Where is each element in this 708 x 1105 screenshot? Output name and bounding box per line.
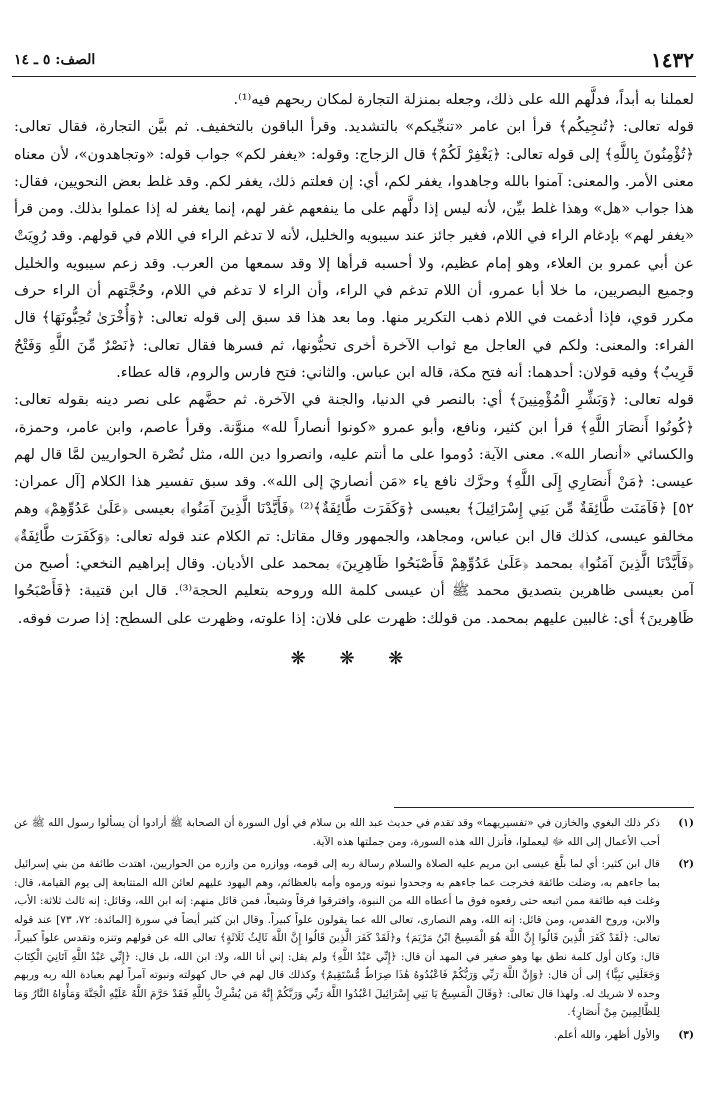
- footnote-number: (٣): [678, 1028, 694, 1041]
- paragraph: لعملنا به أبداً، فدلَّهم الله على ذلك، وجعله بمنزلة التجارة لمكان ربحهم فيه⁽¹⁾.: [233, 91, 694, 108]
- header-rule: [12, 76, 696, 77]
- main-text: [14, 86, 694, 626]
- footnote: [14, 814, 694, 851]
- footnote-text: والأول أظهر، والله أعلم.: [553, 1028, 660, 1041]
- footnote-number: (١): [678, 817, 694, 829]
- footnote-number: (٢): [678, 858, 694, 870]
- footnote-rule: [394, 807, 694, 808]
- footnote: [14, 855, 694, 1022]
- paragraph: قوله تعالى: ﴿وَبَشِّرِ الْمُؤْمِنِينَ﴾ أي: بالنصر في الدنيا، والجنة في الآخرة. ثم حضَّهم على نصر دينه بقوله تعالى: ﴿كُونُوا أَنصَارَ اللَّهِ﴾ قرأ ابن كثير، ونافع، وأبو عمرو «كونوا أنصاراً لله» منوَّنة. وقرأ عاصم، وابن عامر، وحمزة، والكسائي «أنصار الله». معنى الآية: دُوموا على ما أنتم عليه، وانصروا دين الله، مثل نُصْرة الحواريين لمَّا قال لهم عيسى: ﴿مَنْ أَنصَارِي إِلَى اللَّهِ﴾ وحرَّك نافع ياء «مَن أنصاريَ إلى الله». وقد سبق تفسير هذا الكلام [آل عمران: ٥٢] ﴿فَآمَنَت طَّائِفَةٌ مِّن بَنِي إِسْرَائِيلَ﴾ بعيسى ﴿وَكَفَرَت طَّائِفَةٌ﴾⁽²⁾ ﴿فَأَيَّدْنَا الَّذِينَ آمَنُوا﴾ بعيسى ﴿عَلَىٰ عَدُوِّهِمْ﴾ وهم مخالفو عيسى، كذلك قال ابن عباس، ومجاهد، والجمهور وقال مقاتل: تم الكلام عند قوله تعالى: ﴿وَكَفَرَت طَّائِفَةٌ﴾ ﴿فَأَيَّدْنَا الَّذِينَ آمَنُوا﴾ بمحمد ﴿عَلَىٰ عَدُوِّهِمْ فَأَصْبَحُوا ظَاهِرِينَ﴾ بمحمد على الأديان. وقال إبراهيم النخعي: أصبح من آمن بعيسى ظاهرين بتصديق محمد ﷺ أن عيسى كلمة الله وروحه بتعليم الحجة⁽³⁾. قال ابن قتيبة: ﴿فَأَصْبَحُوا ظَاهِرِينَ﴾ أي: غالبين عليهم بمحمد. من قولك: ظهرت على فلان: إذا علوته، وظهرت على السطح: إذا صرت فوقه.: [14, 391, 694, 626]
- paragraph: قوله تعالى: ﴿تُنجِيكُم﴾ قرأ ابن عامر «تنجِّيكم» بالتشديد. وقرأ الباقون بالتخفيف. ثم بيَّن التجارة، فقال تعالى: ﴿تُؤْمِنُونَ بِاللَّهِ﴾ إلى قوله تعالى: ﴿يَغْفِرْ لَكُمْ﴾ قال الزجاج: وقوله: «يغفر لكم» جواب قوله: «وتجاهدون»، لأن معناه معنى الأمر. والمعنى: آمنوا بالله وجاهدوا، يغفر لكم، أي: إن فعلتم ذلك، يغفر لكم. وقد غلط بعض النحويين، فقال: هذا جواب «هل» وهذا غلط بيِّن، لأنه ليس إذا دلَّهم على ما ينفعهم غفر لهم، إنما يغفر له إذا عملوا بذلك. ومن قرأ «يغفر لهم» بإدغام الراء في اللام، فغير جائز عند سيبويه والخليل، لأنه لا تدغم الراء في اللام في قولهم. وقد رُوِيَتْ عن أبي عمرو بن العلاء، وهو إمام عظيم، ولا أحسبه قرأها إلا وقد سمعها من العرب. وقد زعم سيبويه والخليل وجميع البصريين، ما خلا أبا عمرو، أن اللام تدغم في الراء، وأن الراء لا تدغم في اللام، وحُجَّتهم أن الراء حرف مكرر قوي، فإذا أدغمت في اللام ذهب التكرير منها. وما بعد هذا قد سبق إلى قوله تعالى: ﴿وَأُخْرَىٰ تُحِبُّونَهَا﴾ قال الفراء: والمعنى: ولكم في العاجل مع ثواب الآخرة أخرى تحبُّونها، ثم فسرها فقال تعالى: ﴿نَصْرٌ مِّنَ اللَّهِ وَفَتْحٌ قَرِيبٌ﴾ وفيه قولان: أحدهما: أنه فتح مكة، قاله ابن عباس. والثاني: فتح فارس والروم، قاله عطاء.: [14, 118, 694, 381]
- page-header: [14, 48, 694, 78]
- section-separator: ❋ ❋ ❋: [290, 648, 418, 669]
- footnotes: [14, 814, 694, 1099]
- footnote-text: ذكر ذلك البغوي والخازن في «تفسيريهما» وقد تقدم في حديث عبد الله بن سلام في أول السورة أن الصحابة ﷺ أرادوا أن يسألوا رسول الله ﷺ عن أحب الأعمال إلى الله ﷻ ليعملوا، فأنزل الله هذه السورة، ومن جملتها هذه الآية.: [14, 817, 660, 848]
- footnote: [14, 1026, 694, 1045]
- page-number: ١٤٣٢: [651, 48, 694, 72]
- footnote-text: قال ابن كثير: أي لما بلَّغ عيسى ابن مريم عليه الصلاة والسلام رسالة ربه إلى قومه، ووازره من وازره من الحواريين، اهتدت طائفة من بني إسرائيل بما جاءهم به، وضلت طائفة فخرجت عما جاءهم به وجحدوا نبوته ورموه وأمه بالعظائم، وهم اليهود عليهم لعائن الله المتتابعة إلى يوم القيامة، قال: وغلت فيه طائفة ممن اتبعه حتى رفعوه فوق ما أعطاه الله من النبوة، وافترقوا فرقاً وشيعاً، فمن قائل منهم: إنه ابن الله، وقائل: إنه ثالث ثلاثة: الأب، والابن، وروح القدس، ومن قائل: إنه الله، وهم النصارى، تعالى الله عما يقولون علواً كبيراً. وقال ابن كثير أيضاً في سورة [المائدة: ٧٢، ٧٣] عند قوله تعالى: ﴿لَقَدْ كَفَرَ الَّذِينَ قَالُوا إِنَّ اللَّهَ هُوَ الْمَسِيحُ ابْنُ مَرْيَمَ﴾ و﴿لَقَدْ كَفَرَ الَّذِينَ قَالُوا إِنَّ اللَّهَ ثَالِثُ ثَلَاثَةٍ﴾ تعالى الله عن قولهم وتنزه وتقدس علواً كبيراً، قال: وكان أول كلمة نطق بها وهو صغير في المهد أن قال: ﴿إِنِّي عَبْدُ اللَّهِ﴾ ولم يقل: إني أنا الله، ولا: ابن الله، بل قال: ﴿إِنِّي عَبْدُ اللَّهِ آتَانِيَ الْكِتَابَ وَجَعَلَنِي نَبِيًّا﴾ إلى أن قال: ﴿وَإِنَّ اللَّهَ رَبِّي وَرَبُّكُمْ فَاعْبُدُوهُ هَٰذَا صِرَاطٌ مُّسْتَقِيمٌ﴾ وكذلك قال لهم في حال كهولته ونبوته آمراً لهم بعبادة الله ربه وربهم وحده لا شريك له. ولهذا قال تعالى: ﴿وَقَالَ الْمَسِيحُ يَا بَنِي إِسْرَائِيلَ اعْبُدُوا اللَّهَ رَبِّي وَرَبَّكُمْ إِنَّهُ مَن يُشْرِكْ بِاللَّهِ فَقَدْ حَرَّمَ اللَّهُ عَلَيْهِ الْجَنَّةَ وَمَأْوَاهُ النَّارُ وَمَا لِلظَّالِمِينَ مِنْ أَنصَارٍ﴾.: [14, 858, 660, 1018]
- page-reference: الصف: ٥ ـ ١٤: [14, 52, 96, 68]
